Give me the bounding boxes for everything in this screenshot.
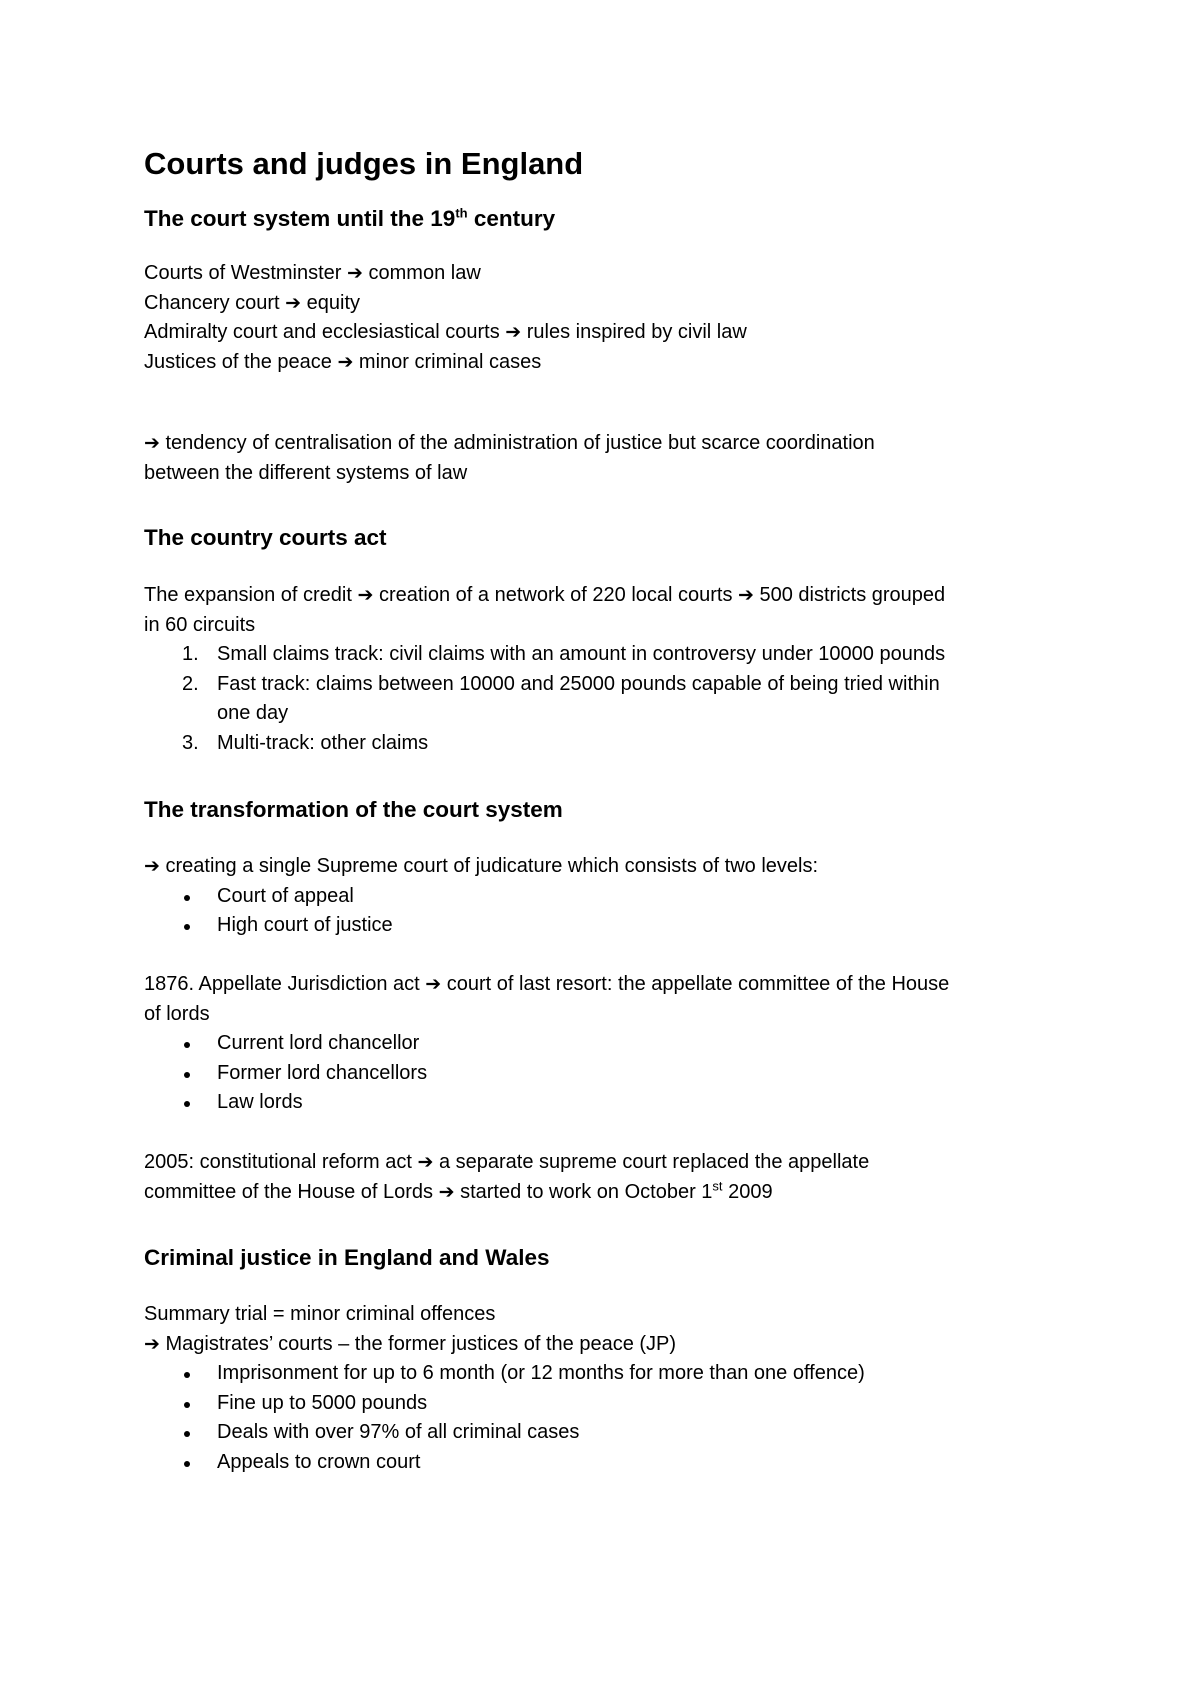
item-text: Multi-track: other claims (217, 731, 429, 754)
item-text: Fast track: claims between 10000 and 25000 pounds capable of being tried within (217, 672, 940, 695)
arrow-icon: ➔ (144, 855, 160, 877)
appellate-act-paragraph (144, 970, 1074, 1118)
line-text: minor criminal cases (353, 350, 542, 373)
paragraph-line (144, 970, 1074, 1000)
heading-court-system-19th-century (144, 204, 555, 234)
line-text: The expansion of credit (144, 584, 358, 606)
line-text: Justices of the peace (144, 350, 338, 373)
list-item (144, 1448, 1074, 1478)
arrow-icon: ➔ (357, 584, 374, 606)
line-text: 2005: constitutional reform act (144, 1151, 418, 1173)
bullet-icon (184, 1101, 190, 1107)
credit-paragraph (144, 581, 1074, 640)
court-list (144, 259, 1074, 377)
list-item (144, 640, 1074, 670)
bullet-icon (184, 924, 190, 930)
line-text: Admiralty court and ecclesiastical courts (144, 321, 506, 343)
line-text: started to work on October 1 (454, 1180, 713, 1203)
item-text: Fine up to 5000 pounds (217, 1391, 428, 1414)
bullet-icon (184, 1072, 190, 1078)
arrow-icon: ➔ (738, 584, 754, 606)
paragraph-line (144, 429, 1074, 459)
list-item (144, 882, 1074, 912)
bullet-icon (184, 1402, 190, 1408)
paragraph-line: between the different systems of law (144, 461, 468, 484)
list-item (144, 1088, 1074, 1118)
line-text: creating a single Supreme court of judicature which consists of two levels: (159, 855, 819, 877)
arrow-icon: ➔ (144, 1332, 160, 1355)
arrow-icon: ➔ (438, 1180, 455, 1203)
arrow-icon: ➔ (505, 321, 522, 343)
line-text: 2009 (722, 1180, 773, 1203)
heading-superscript: th (455, 205, 468, 221)
document-title: Courts and judges in England (144, 146, 584, 181)
paragraph-line (144, 1178, 1074, 1208)
list-number: 3. (182, 731, 199, 754)
line-text: tendency of centralisation of the administration of justice but scarce coordination (159, 432, 875, 454)
arrow-icon: ➔ (347, 262, 363, 284)
list-item (144, 1359, 1074, 1389)
bullet-icon (184, 1461, 190, 1467)
heading-country-courts-act: The country courts act (144, 525, 387, 550)
line-text: 1876. Appellate Jurisdiction act (144, 973, 426, 995)
line-text: equity (301, 291, 361, 314)
item-text: Deals with over 97% of all criminal cases (217, 1421, 580, 1443)
bullet-icon (184, 1372, 190, 1378)
item-text: Small claims track: civil claims with an amount in controversy under 10000 pounds (217, 643, 946, 665)
list-item (144, 670, 1074, 729)
court-line (144, 348, 1074, 378)
heading-transformation-court-system: The transformation of the court system (144, 797, 563, 822)
heading-text: century (467, 206, 556, 231)
item-text: one day (217, 702, 289, 724)
heading-text: The court system until the 19 (144, 206, 456, 231)
court-line (144, 289, 1074, 319)
paragraph-line (144, 1148, 1074, 1178)
arrow-icon: ➔ (417, 1151, 434, 1173)
magistrates-paragraph (144, 1300, 1074, 1477)
list-item (144, 1418, 1074, 1448)
item-text: Current lord chancellor (217, 1032, 420, 1054)
paragraph-line: of lords (144, 1002, 210, 1025)
list-item (144, 1389, 1074, 1419)
line-text: court of last resort: the appellate committee of the House (441, 973, 950, 995)
heading-criminal-justice: Criminal justice in England and Wales (144, 1245, 550, 1270)
court-line (144, 259, 1074, 289)
list-number: 1. (182, 643, 199, 665)
paragraph-line: Summary trial = minor criminal offences (144, 1303, 496, 1325)
line-text: committee of the House of Lords (144, 1180, 439, 1203)
line-text: Magistrates’ courts – the former justices of the peace (JP) (159, 1332, 677, 1355)
paragraph-line (144, 1330, 1074, 1360)
item-text: Imprisonment for up to 6 month (or 12 months for more than one offence) (217, 1362, 865, 1384)
bullet-icon (184, 1431, 190, 1437)
item-text: Court of appeal (217, 884, 354, 907)
item-text: Appeals to crown court (217, 1450, 421, 1473)
track-list (144, 640, 1074, 758)
line-text: 500 districts grouped (753, 584, 946, 606)
arrow-icon: ➔ (337, 350, 354, 373)
item-text: Former lord chancellors (217, 1061, 428, 1084)
superscript: st (712, 1177, 723, 1193)
paragraph-line: in 60 circuits (144, 613, 256, 636)
reform-act-paragraph (144, 1148, 1074, 1207)
list-number: 2. (182, 672, 199, 695)
court-line (144, 318, 1074, 348)
paragraph-line (144, 581, 1074, 611)
bullet-icon (184, 1042, 190, 1048)
line-text: Courts of Westminster (144, 262, 348, 284)
arrow-icon: ➔ (425, 973, 442, 995)
line-text: Chancery court (144, 291, 286, 314)
item-text: Law lords (217, 1091, 303, 1113)
list-item (144, 1029, 1074, 1059)
paragraph-line (144, 852, 1074, 882)
list-item (144, 729, 1074, 759)
bullet-icon (184, 895, 190, 901)
item-text: High court of justice (217, 914, 393, 936)
arrow-icon: ➔ (285, 291, 302, 314)
line-text: common law (362, 262, 481, 284)
list-item (144, 911, 1074, 941)
list-item (144, 1059, 1074, 1089)
arrow-icon: ➔ (144, 432, 160, 454)
line-text: creation of a network of 220 local courts (373, 584, 739, 606)
line-text: rules inspired by civil law (521, 321, 747, 343)
centralisation-paragraph (144, 429, 1074, 488)
line-text: a separate supreme court replaced the appellate (433, 1151, 870, 1173)
supreme-court-paragraph (144, 852, 1074, 941)
